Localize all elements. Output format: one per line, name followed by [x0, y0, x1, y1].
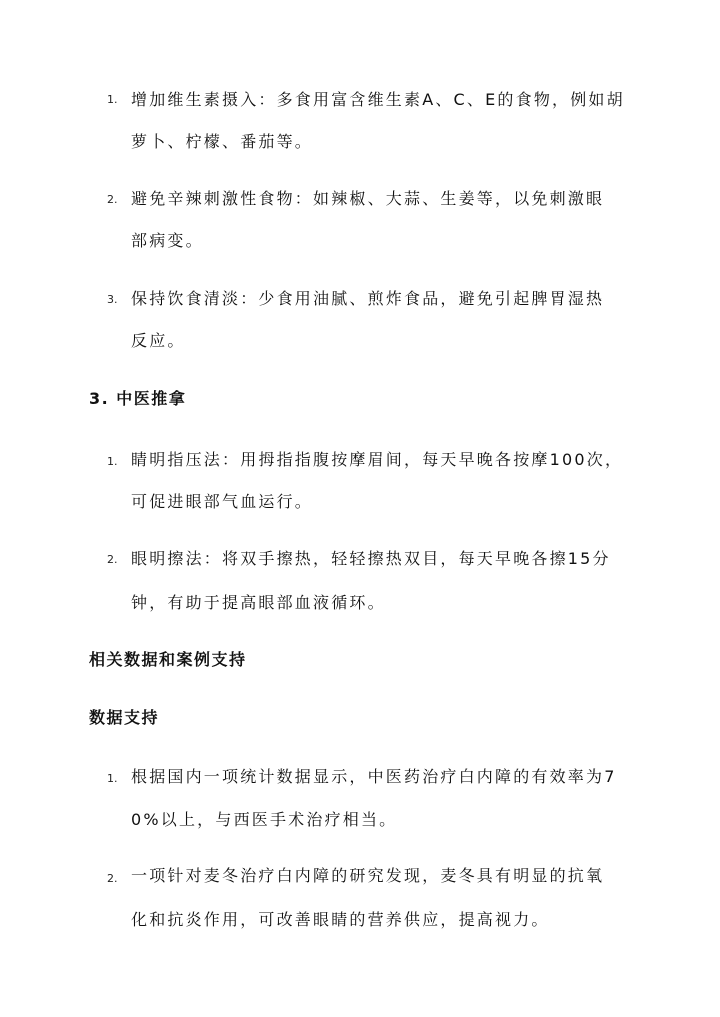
list-item-line: 保持饮食清淡：少食用油腻、煎炸食品，避免引起脾胃湿热 — [131, 289, 605, 308]
list-item-number: 2. — [107, 553, 118, 566]
list-item-line: 增加维生素摄入：多食用富含维生素A、C、E的食物，例如胡 — [131, 90, 625, 109]
list-item-line: 钟，有助于提高眼部血液循环。 — [131, 593, 386, 612]
list-item-line: 可促进眼部气血运行。 — [131, 492, 314, 511]
list-item-line: 眼明擦法：将双手擦热，轻轻擦热双目，每天早晚各擦15分 — [131, 549, 611, 568]
list-item-line: 化和抗炎作用，可改善眼睛的营养供应，提高视力。 — [131, 910, 550, 929]
list-item-number: 2. — [107, 193, 118, 206]
list-item-number: 1. — [107, 455, 118, 468]
list-item-line: 0%以上，与西医手术治疗相当。 — [131, 810, 398, 829]
list-item-line: 避免辛辣刺激性食物：如辣椒、大蒜、生姜等，以免刺激眼 — [131, 189, 605, 208]
list-item-line: 部病变。 — [131, 231, 204, 250]
list-item-number: 1. — [107, 772, 118, 785]
list-item-line: 睛明指压法：用拇指指腹按摩眉间，每天早晚各按摩100次， — [131, 450, 624, 469]
subsection-heading: 数据支持 — [89, 708, 160, 727]
list-item-line: 一项针对麦冬治疗白内障的研究发现，麦冬具有明显的抗氧 — [131, 866, 605, 885]
list-item-number: 1. — [107, 93, 118, 106]
section-heading: 3. 中医推拿 — [89, 389, 187, 408]
section-heading: 相关数据和案例支持 — [89, 650, 247, 669]
list-item-number: 2. — [107, 872, 118, 885]
list-item-line: 反应。 — [131, 331, 186, 350]
list-item-number: 3. — [107, 293, 118, 306]
list-item-line: 萝卜、柠檬、番茄等。 — [131, 132, 314, 151]
list-item-line: 根据国内一项统计数据显示，中医药治疗白内障的有效率为7 — [131, 767, 617, 786]
